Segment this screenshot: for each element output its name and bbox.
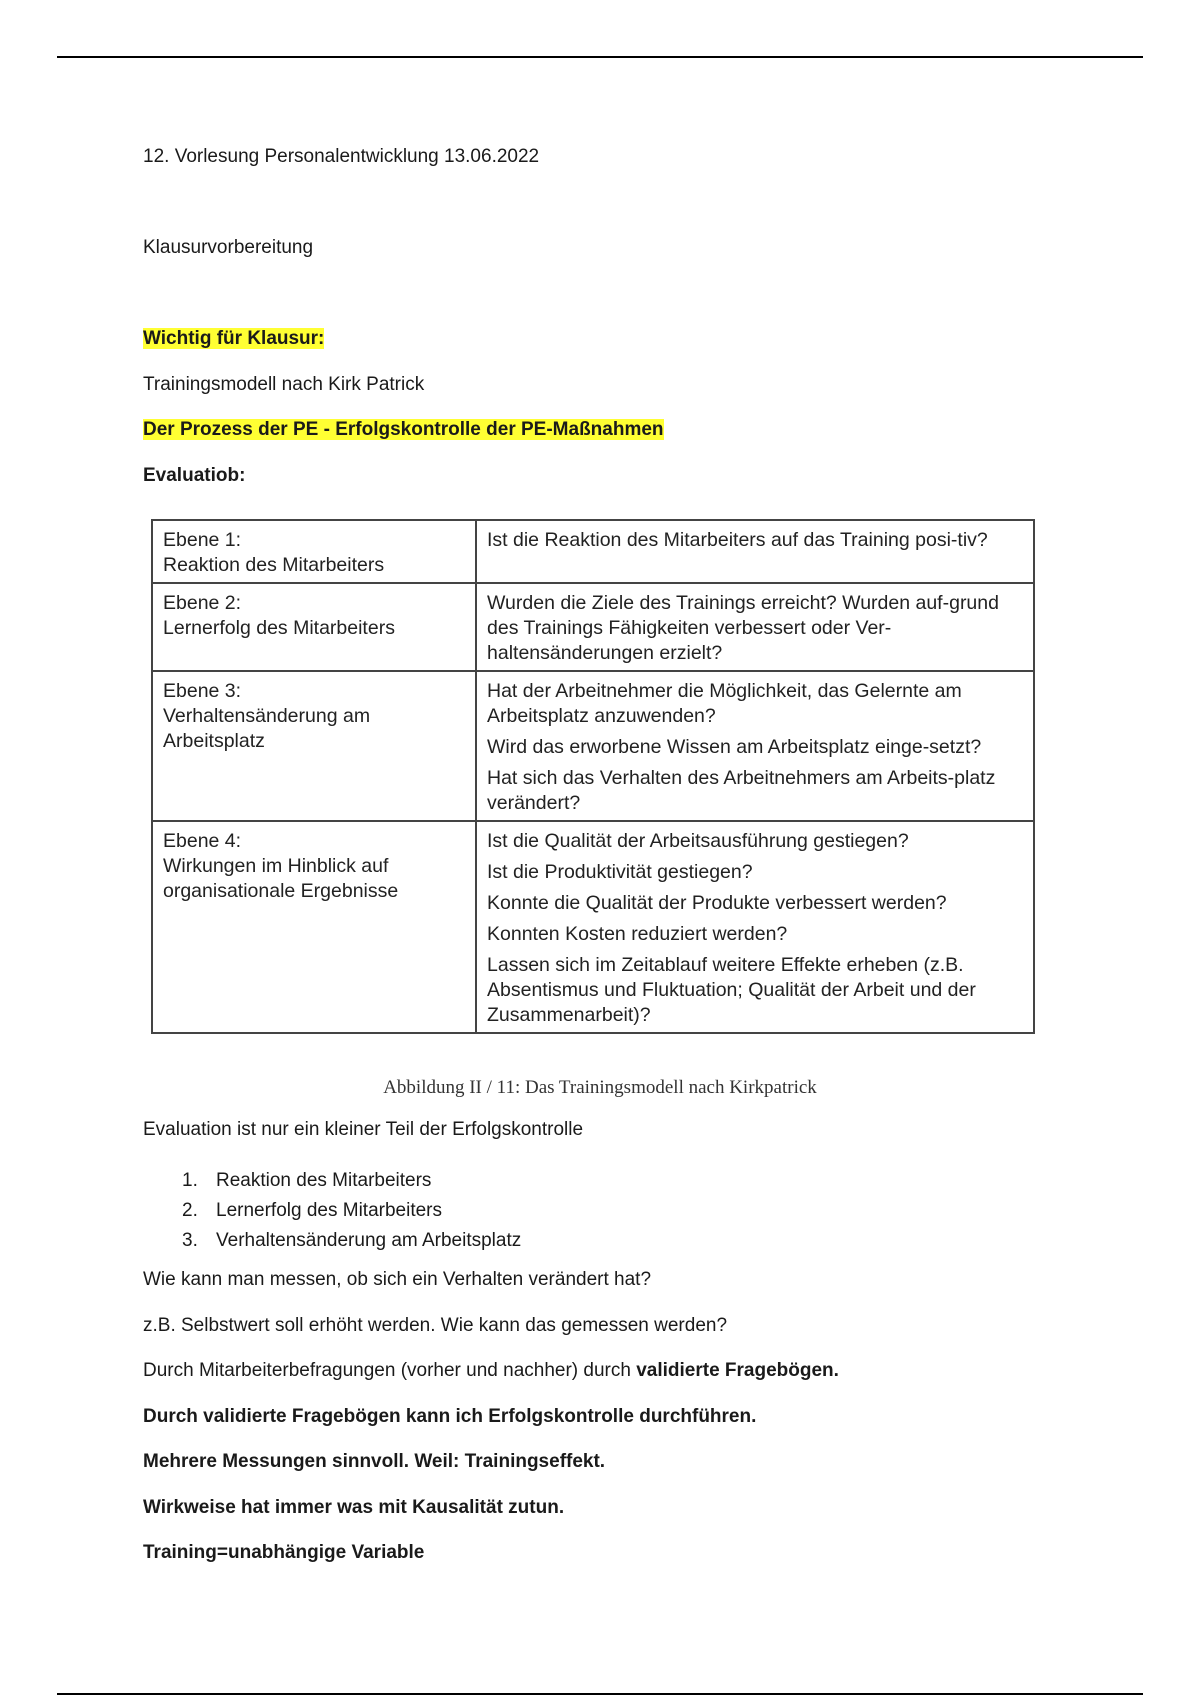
bold-line-2: Mehrere Messungen sinnvoll. Weil: Trainingseffekt. bbox=[143, 1451, 606, 1472]
footer-rule bbox=[57, 1693, 1143, 1695]
level-question: Konnte die Qualität der Produkte verbessert werden? bbox=[487, 892, 947, 914]
level-question: Ist die Qualität der Arbeitsausführung gestiegen? bbox=[487, 830, 909, 852]
level-cell bbox=[152, 821, 476, 1033]
level-label: Ebene 3: bbox=[163, 680, 242, 702]
model-line: Trainingsmodell nach Kirk Patrick bbox=[143, 374, 425, 395]
question-cell bbox=[476, 821, 1034, 1033]
survey-bold: validierte Fragebögen. bbox=[636, 1360, 839, 1381]
list-number: 2. bbox=[182, 1200, 198, 1221]
figure-caption: Abbildung II / 11: Das Trainingsmodell nach Kirkpatrick bbox=[383, 1077, 817, 1098]
level-name: Wirkungen im Hinblick auf organisationale Ergebnisse bbox=[163, 855, 399, 902]
level-cell bbox=[152, 671, 476, 821]
measure-question: Wie kann man messen, ob sich ein Verhalten verändert hat? bbox=[143, 1269, 652, 1290]
list-number: 3. bbox=[182, 1230, 198, 1251]
list-item bbox=[182, 1196, 521, 1226]
question-cell bbox=[476, 583, 1034, 671]
level-cell bbox=[152, 583, 476, 671]
evaluation-note: Evaluation ist nur ein kleiner Teil der Erfolgskontrolle bbox=[143, 1119, 584, 1140]
levels-list bbox=[182, 1166, 521, 1256]
list-text: Reaktion des Mitarbeiters bbox=[216, 1170, 432, 1191]
figure-row bbox=[152, 520, 1034, 583]
important-label: Wichtig für Klausur: bbox=[143, 328, 325, 349]
level-label: Ebene 4: bbox=[163, 830, 242, 852]
kirkpatrick-table bbox=[151, 519, 1035, 1034]
lecture-title: 12. Vorlesung Personalentwicklung 13.06.2022 bbox=[143, 146, 540, 167]
important-label-wrap bbox=[143, 327, 324, 351]
question-cell bbox=[476, 520, 1034, 583]
process-heading: Der Prozess der PE - Erfolgskontrolle der PE-Maßnahmen bbox=[143, 419, 664, 440]
figure-row bbox=[152, 821, 1034, 1033]
survey-prefix: Durch Mitarbeiterbefragungen (vorher und nachher) durch bbox=[143, 1360, 637, 1381]
level-name: Reaktion des Mitarbeiters bbox=[163, 554, 385, 576]
question-cell bbox=[476, 671, 1034, 821]
level-question: Ist die Reaktion des Mitarbeiters auf das Training posi-tiv? bbox=[487, 529, 988, 551]
kirkpatrick-figure bbox=[151, 519, 1035, 1064]
level-label: Ebene 1: bbox=[163, 529, 242, 551]
level-question: Wird das erworbene Wissen am Arbeitsplatz einge-setzt? bbox=[487, 736, 982, 758]
level-cell bbox=[152, 520, 476, 583]
bold-line-3: Wirkweise hat immer was mit Kausalität zutun. bbox=[143, 1497, 565, 1518]
level-label: Ebene 2: bbox=[163, 592, 242, 614]
figure-row bbox=[152, 671, 1034, 821]
example-line: z.B. Selbstwert soll erhöht werden. Wie kann das gemessen werden? bbox=[143, 1315, 728, 1336]
level-question: Lassen sich im Zeitablauf weitere Effekte erheben (z.B. Absentismus und Fluktuation; Qualität der Arbeit und der Zusammenarbeit)? bbox=[487, 954, 976, 1026]
list-item bbox=[182, 1226, 521, 1256]
list-text: Verhaltensänderung am Arbeitsplatz bbox=[216, 1230, 522, 1251]
process-heading-wrap bbox=[143, 418, 664, 442]
level-question: Hat der Arbeitnehmer die Möglichkeit, das Gelernte am Arbeitsplatz anzuwenden? bbox=[487, 680, 962, 727]
level-question: Wurden die Ziele des Trainings erreicht? Wurden auf-grund des Trainings Fähigkeiten verbessert oder Ver-haltensänderungen erzielt? bbox=[487, 592, 999, 664]
level-question: Hat sich das Verhalten des Arbeitnehmers am Arbeits-platz verändert? bbox=[487, 767, 996, 814]
list-item bbox=[182, 1166, 521, 1196]
level-name: Verhaltensänderung am Arbeitsplatz bbox=[163, 705, 371, 752]
list-number: 1. bbox=[182, 1170, 198, 1191]
level-question: Ist die Produktivität gestiegen? bbox=[487, 861, 753, 883]
level-question: Konnten Kosten reduziert werden? bbox=[487, 923, 788, 945]
survey-line bbox=[143, 1359, 839, 1383]
list-text: Lernerfolg des Mitarbeiters bbox=[216, 1200, 442, 1221]
header-rule bbox=[57, 56, 1143, 58]
subtitle: Klausurvorbereitung bbox=[143, 237, 314, 258]
level-name: Lernerfolg des Mitarbeiters bbox=[163, 617, 395, 639]
bold-line-4: Training=unabhängige Variable bbox=[143, 1542, 425, 1563]
figure-row bbox=[152, 583, 1034, 671]
bold-line-1: Durch validierte Fragebögen kann ich Erfolgskontrolle durchführen. bbox=[143, 1406, 757, 1427]
evaluation-label: Evaluatiob: bbox=[143, 465, 246, 486]
